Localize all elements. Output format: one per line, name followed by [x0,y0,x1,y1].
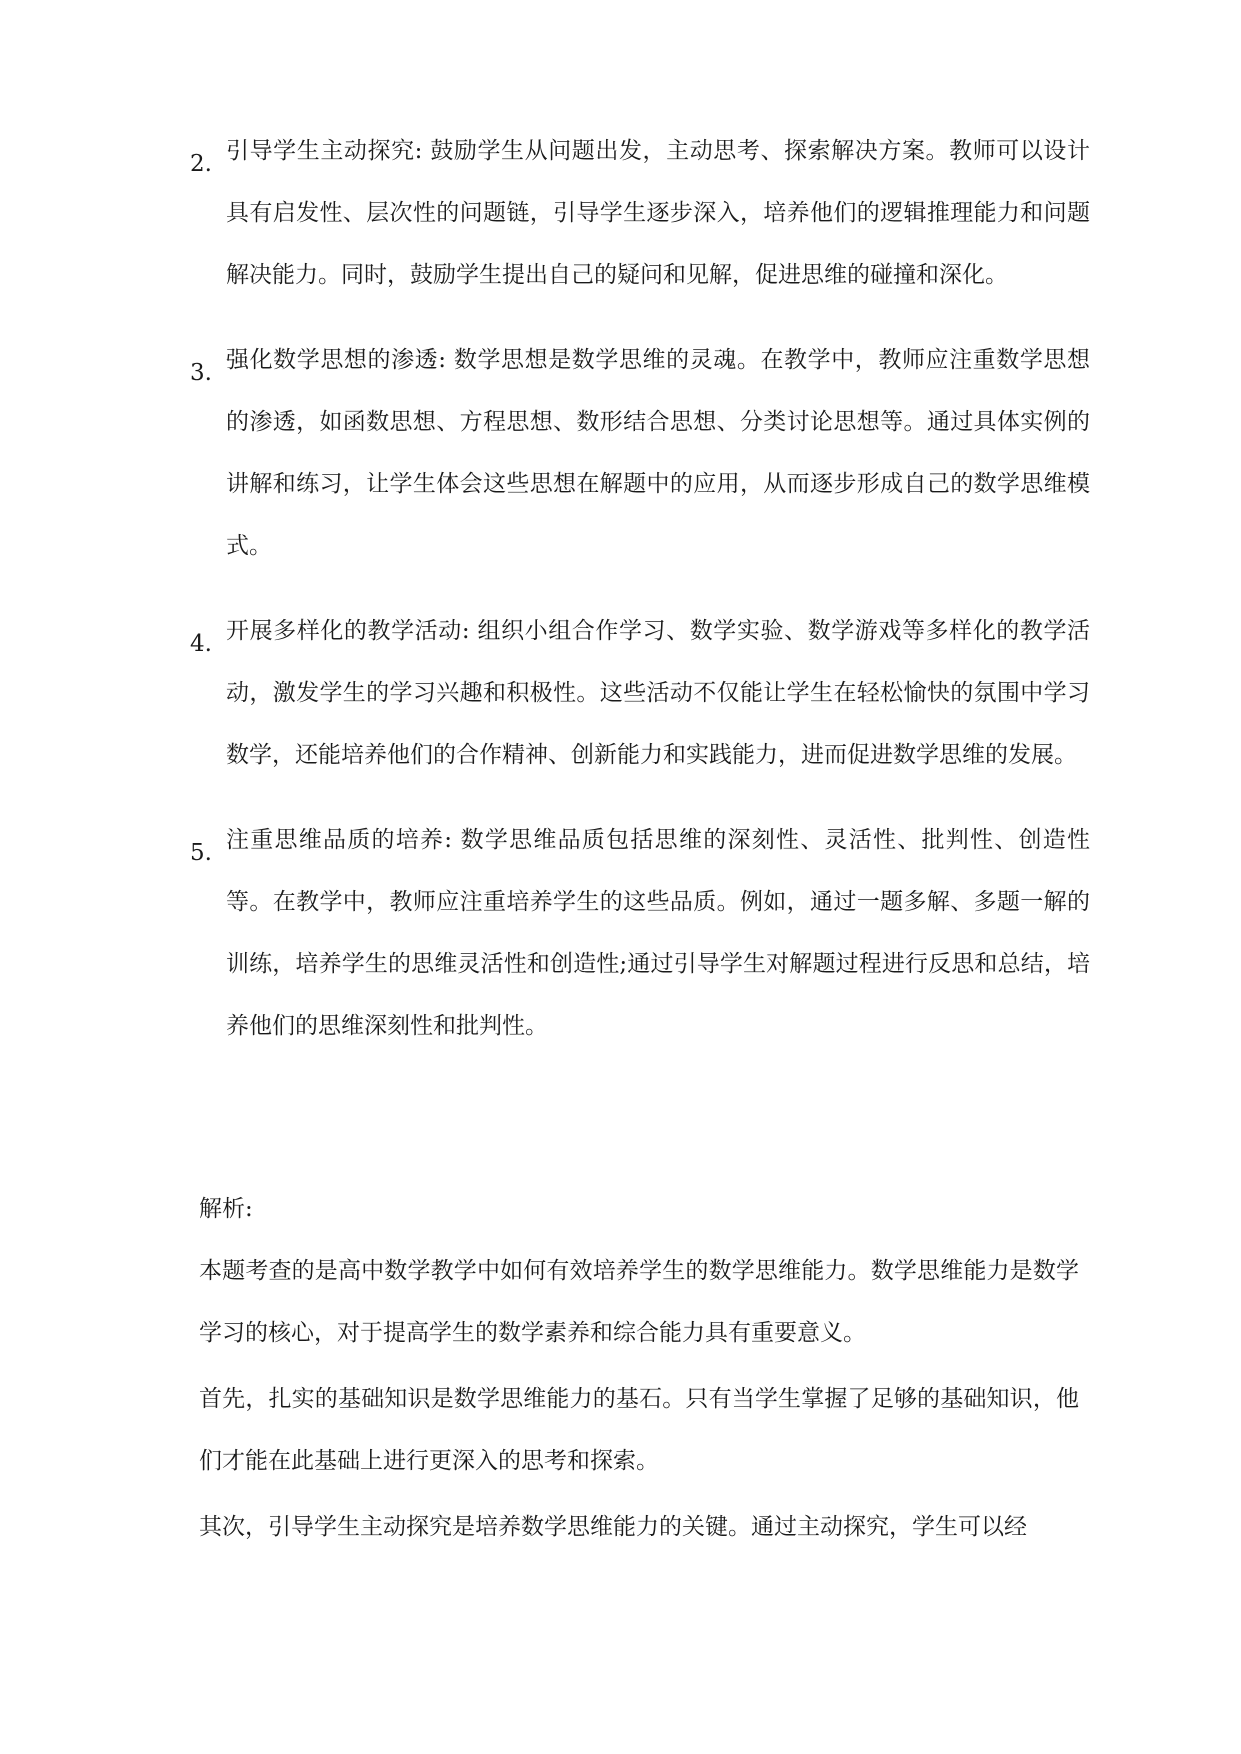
list-item-body: 数学思想是数学思维的灵魂。在教学中，教师应注重数学思想的渗透，如函数思想、方程思想、数形结合思想、分类讨论思想等。通过具体实例的讲解和练习，让学生体会这些思想在解题中的应用，从而逐步形成自己的数学思维模式。 [226,347,1091,559]
list-item-number: 3. [190,360,212,386]
list-item-text [226,600,1090,786]
list-item [190,342,1090,590]
list-item-lead: 注重思维品质的培养: [226,827,453,853]
list-item [190,613,1090,799]
list-item-text [226,329,1090,577]
list-item-lead: 强化数学思想的渗透: [226,347,446,373]
list-item-lead: 开展多样化的教学活动: [226,618,470,644]
list-item-body: 组织小组合作学习、数学实验、数学游戏等多样化的教学活动，激发学生的学习兴趣和积极性。这些活动不仅能让学生在轻松愉快的氛围中学习数学，还能培养他们的合作精神、创新能力和实践能力，进而促进数学思维的发展。 [226,618,1091,768]
numbered-list [190,133,1090,1093]
list-item-body: 鼓励学生从问题出发，主动思考、探索解决方案。教师可以设计具有启发性、层次性的问题链，引导学生逐步深入，培养他们的逻辑推理能力和问题解决能力。同时，鼓励学生提出自己的疑问和见解，促进思维的碰撞和深化。 [226,138,1091,288]
list-item [190,822,1090,1070]
analysis-heading: 解析: [199,1196,253,1222]
list-item-number: 5. [190,840,212,866]
analysis-section [199,1178,1079,1562]
analysis-paragraph: 首先，扎实的基础知识是数学思维能力的基石。只有当学生掌握了足够的基础知识，他们才能在此基础上进行更深入的思考和探索。 [199,1386,1079,1474]
list-item [190,133,1090,319]
list-item-number: 4. [190,631,212,657]
analysis-paragraph: 其次，引导学生主动探究是培养数学思维能力的关键。通过主动探究，学生可以经 [199,1514,1027,1540]
list-item-text [226,809,1090,1057]
list-item-text [226,120,1090,306]
list-item-number: 2. [190,151,212,177]
list-item-lead: 引导学生主动探究: [226,138,423,164]
list-item-body: 数学思维品质包括思维的深刻性、灵活性、批判性、创造性等。在教学中，教师应注重培养学生的这些品质。例如，通过一题多解、多题一解的训练，培养学生的思维灵活性和创造性;通过引导学生对解题过程进行反思和总结，培养他们的思维深刻性和批判性。 [226,827,1091,1039]
analysis-paragraph: 本题考查的是高中数学教学中如何有效培养学生的数学思维能力。数学思维能力是数学学习的核心，对于提高学生的数学素养和综合能力具有重要意义。 [199,1258,1079,1346]
